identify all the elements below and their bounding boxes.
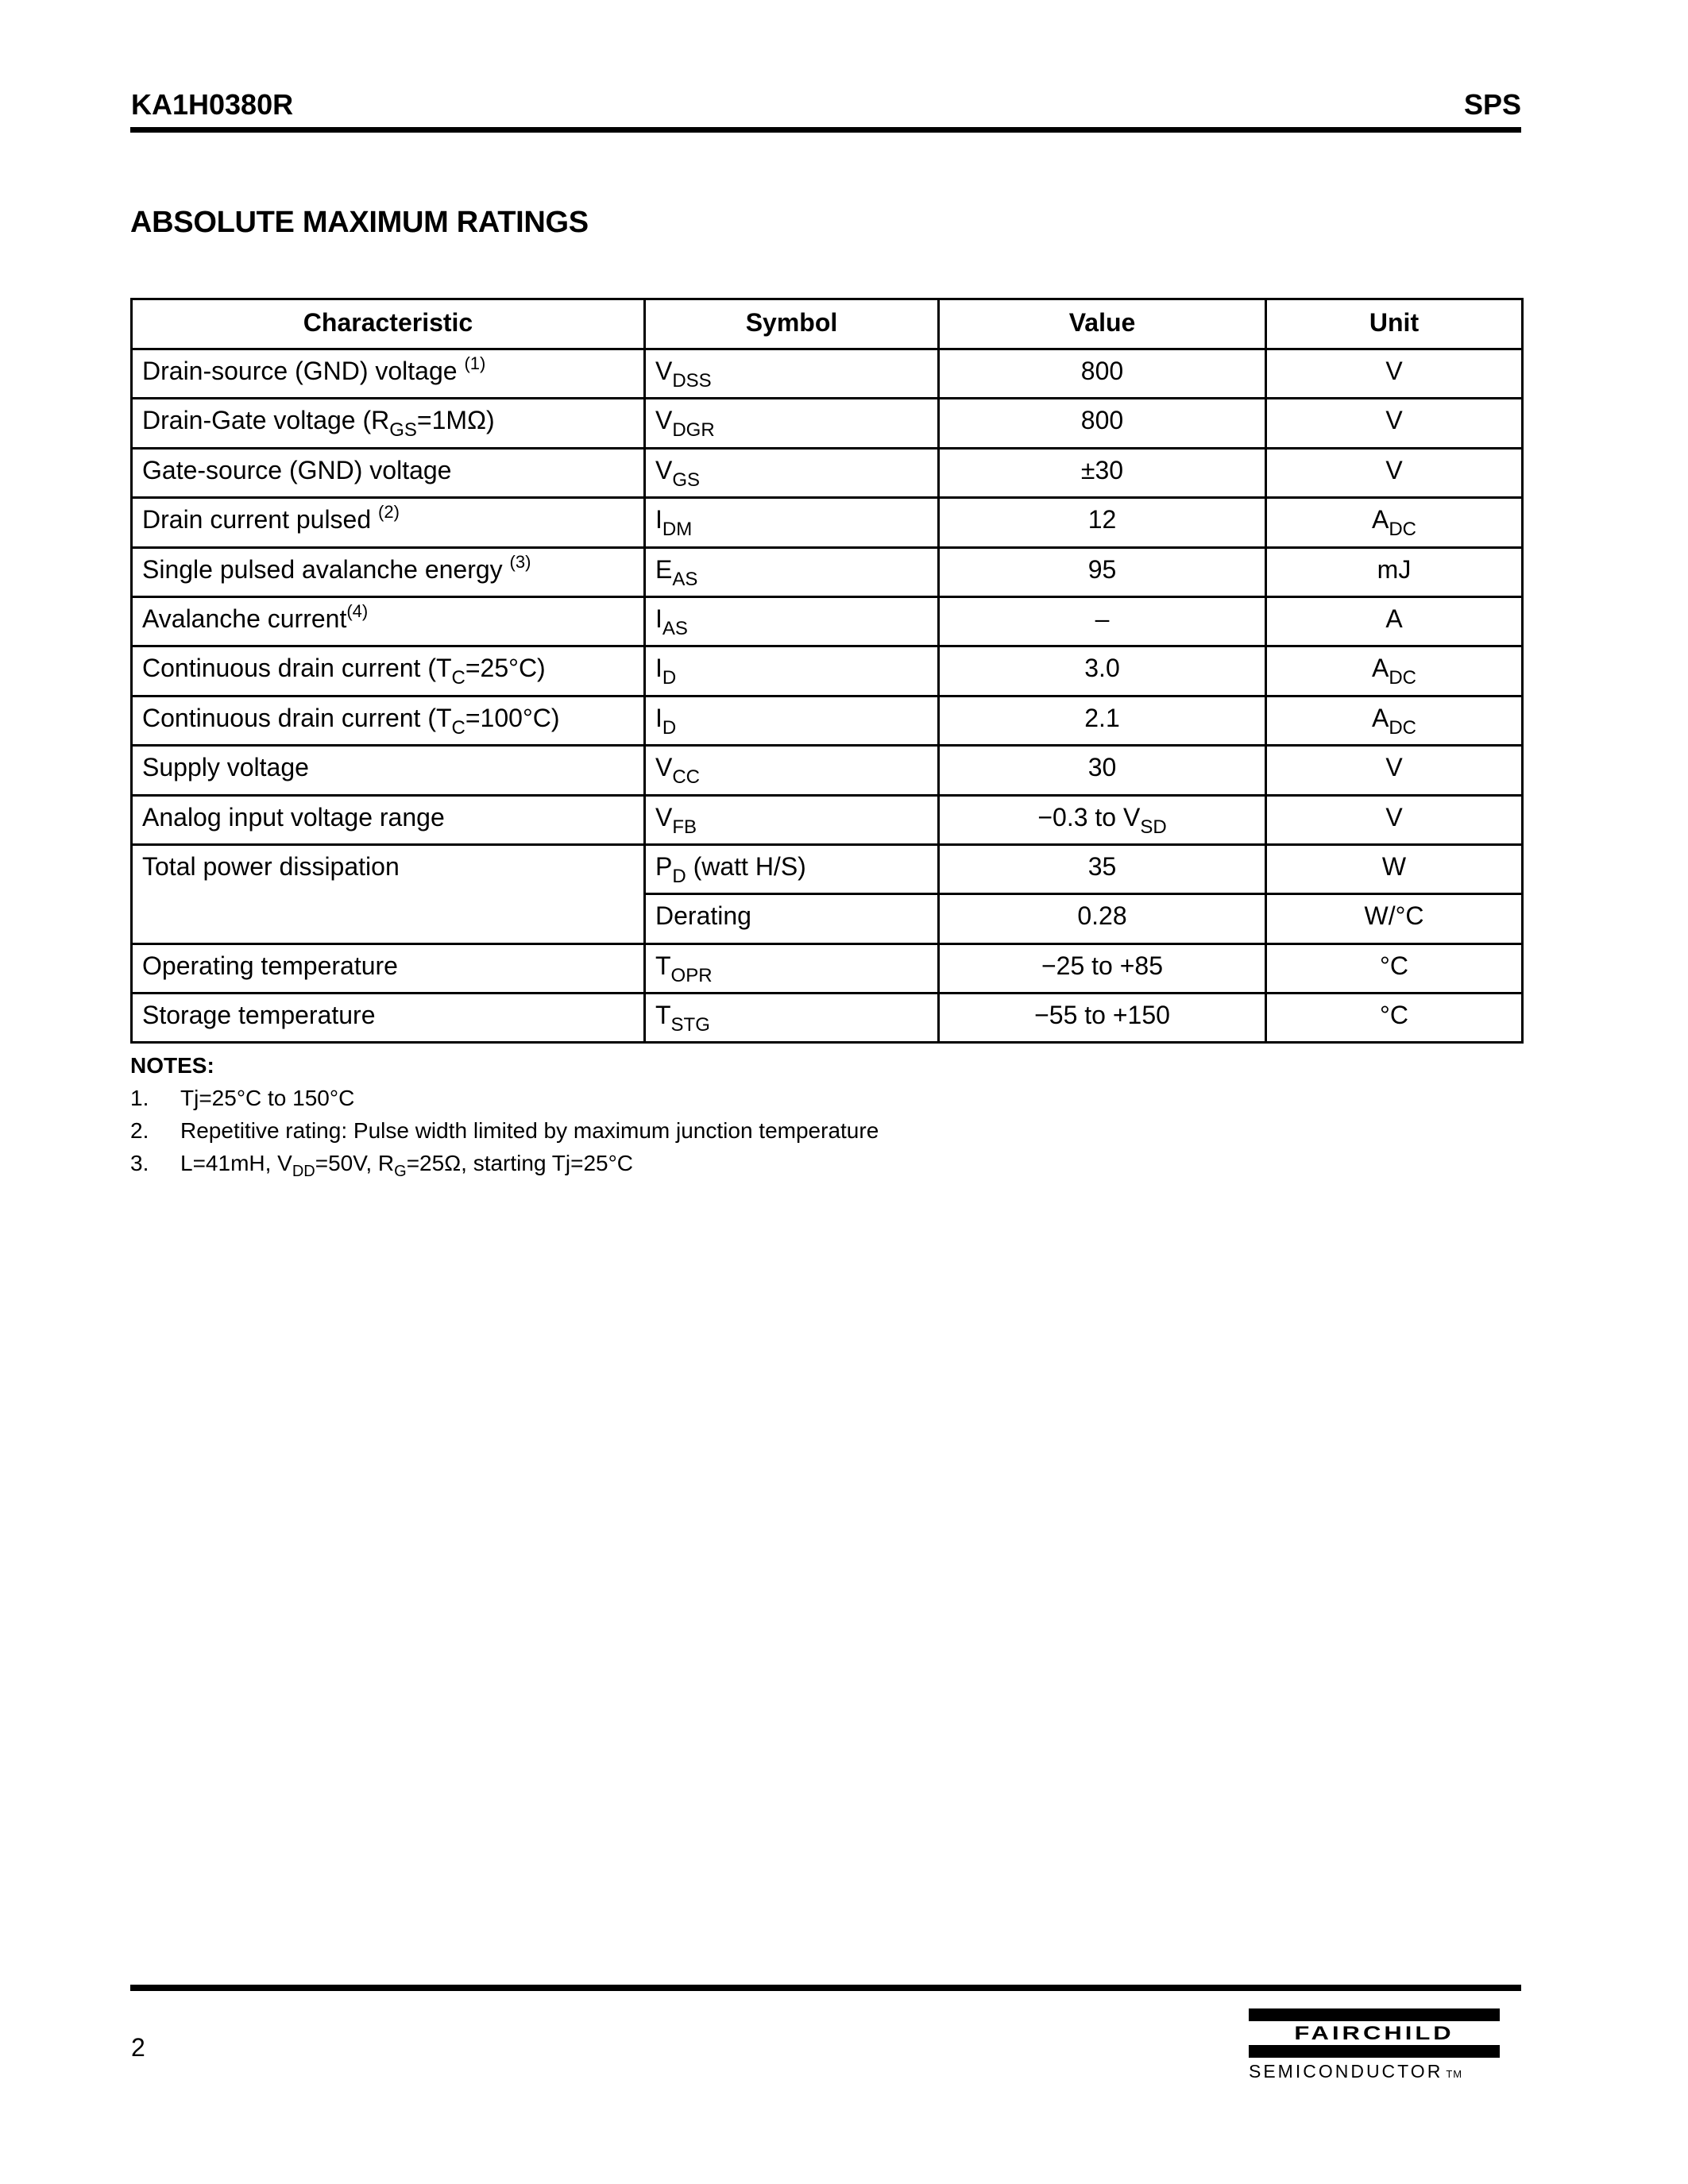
note-text: Tj=25°C to 150°C bbox=[180, 1086, 355, 1110]
unit-cell: V bbox=[1266, 349, 1523, 399]
characteristic-cell: Total power dissipation bbox=[132, 844, 645, 943]
value-cell: – bbox=[939, 596, 1266, 646]
logo-subtitle: SEMICONDUCTOR TM bbox=[1249, 2061, 1463, 2082]
note-item bbox=[130, 1114, 879, 1147]
table-row bbox=[132, 498, 1523, 547]
characteristic-cell: Supply voltage bbox=[132, 746, 645, 795]
symbol-cell: $I_D$ bbox=[645, 696, 939, 745]
value-cell: 35 bbox=[939, 844, 1266, 893]
footer-divider bbox=[130, 1985, 1521, 1991]
unit-cell: W/°C bbox=[1266, 894, 1523, 943]
fairchild-logo bbox=[1249, 2008, 1500, 2085]
unit-cell: W bbox=[1266, 844, 1523, 893]
note-number: 3. bbox=[130, 1151, 149, 1175]
note-number: 1. bbox=[130, 1086, 149, 1110]
characteristic-cell: Continuous drain current $(T_C=25^\circ C)$ bbox=[132, 646, 645, 696]
symbol-cell: $V_{GS}$ bbox=[645, 448, 939, 497]
table-row bbox=[132, 696, 1523, 745]
value-cell: 95 bbox=[939, 547, 1266, 596]
absolute-maximum-ratings-table bbox=[130, 298, 1524, 1044]
unit-cell: V bbox=[1266, 399, 1523, 448]
value-cell: −0.3 to $V_{SD}$ bbox=[939, 795, 1266, 844]
characteristic-cell: Avalanche current$^{(4)}$ bbox=[132, 596, 645, 646]
table-row bbox=[132, 746, 1523, 795]
trademark-mark: TM bbox=[1446, 2068, 1463, 2080]
symbol-cell: $I_D$ bbox=[645, 646, 939, 696]
symbol-cell: $E_{AS}$ bbox=[645, 547, 939, 596]
table-row bbox=[132, 448, 1523, 497]
table-row bbox=[132, 844, 1523, 893]
value-cell: 12 bbox=[939, 498, 1266, 547]
value-cell: 800 bbox=[939, 399, 1266, 448]
symbol-cell: $V_{DGR}$ bbox=[645, 399, 939, 448]
symbol-cell: $P_D$ (watt H/S) bbox=[645, 844, 939, 893]
symbol-cell: Derating bbox=[645, 894, 939, 943]
characteristic-cell: Drain-Gate voltage $(R_{GS}=1M\Omega)$ bbox=[132, 399, 645, 448]
unit-cell: °C bbox=[1266, 943, 1523, 993]
note-text: Repetitive rating: Pulse width limited by maximum junction temperature bbox=[180, 1118, 879, 1143]
table-row bbox=[132, 349, 1523, 399]
symbol-cell: $T_{OPR}$ bbox=[645, 943, 939, 993]
characteristic-cell: Gate-source (GND) voltage bbox=[132, 448, 645, 497]
characteristic-cell: Single pulsed avalanche energy $^{(3)}$ bbox=[132, 547, 645, 596]
unit-cell: °C bbox=[1266, 994, 1523, 1043]
note-number: 2. bbox=[130, 1118, 149, 1143]
value-cell: ±30 bbox=[939, 448, 1266, 497]
unit-cell: A bbox=[1266, 596, 1523, 646]
symbol-cell: $I_{AS}$ bbox=[645, 596, 939, 646]
unit-cell: $A_{DC}$ bbox=[1266, 498, 1523, 547]
header-part-number: KA1H0380R bbox=[131, 88, 294, 121]
page-number: 2 bbox=[131, 2033, 145, 2062]
logo-bottom-bar bbox=[1249, 2045, 1500, 2058]
table-row bbox=[132, 596, 1523, 646]
symbol-cell: $V_{CC}$ bbox=[645, 746, 939, 795]
characteristic-cell: Operating temperature bbox=[132, 943, 645, 993]
value-cell: 2.1 bbox=[939, 696, 1266, 745]
characteristic-cell: Drain-source (GND) voltage $^{(1)}$ bbox=[132, 349, 645, 399]
notes-section bbox=[130, 1050, 879, 1179]
header-divider bbox=[130, 127, 1521, 133]
value-cell: 3.0 bbox=[939, 646, 1266, 696]
value-cell: 30 bbox=[939, 746, 1266, 795]
column-header-unit: Unit bbox=[1266, 299, 1523, 349]
table-row bbox=[132, 994, 1523, 1043]
unit-cell: V bbox=[1266, 448, 1523, 497]
notes-title: NOTES: bbox=[130, 1053, 214, 1078]
characteristic-cell: Storage temperature bbox=[132, 994, 645, 1043]
symbol-cell: $V_{DSS}$ bbox=[645, 349, 939, 399]
characteristic-cell: Analog input voltage range bbox=[132, 795, 645, 844]
logo-brand-text: FAIRCHILD bbox=[1294, 2021, 1454, 2044]
table-row bbox=[132, 943, 1523, 993]
characteristic-cell: Continuous drain current $(T_C=100^\circ C)$ bbox=[132, 696, 645, 745]
note-text: L=41mH, $V_{DD}=50V$, $R_G=25\Omega$, starting Tj=25°C bbox=[180, 1151, 634, 1180]
table-row bbox=[132, 399, 1523, 448]
value-cell: 800 bbox=[939, 349, 1266, 399]
unit-cell: V bbox=[1266, 746, 1523, 795]
value-cell: −55 to +150 bbox=[939, 994, 1266, 1043]
unit-cell: $A_{DC}$ bbox=[1266, 696, 1523, 745]
symbol-cell: $T_{STG}$ bbox=[645, 994, 939, 1043]
unit-cell: V bbox=[1266, 795, 1523, 844]
unit-cell: $A_{DC}$ bbox=[1266, 646, 1523, 696]
section-title: ABSOLUTE MAXIMUM RATINGS bbox=[130, 206, 589, 239]
value-cell: −25 to +85 bbox=[939, 943, 1266, 993]
column-header-characteristic: Characteristic bbox=[132, 299, 645, 349]
value-cell: 0.28 bbox=[939, 894, 1266, 943]
table-row bbox=[132, 795, 1523, 844]
table-row bbox=[132, 547, 1523, 596]
symbol-cell: $I_{DM}$ bbox=[645, 498, 939, 547]
logo-top-bar bbox=[1249, 2008, 1500, 2021]
note-item bbox=[130, 1147, 879, 1179]
symbol-cell: $V_{FB}$ bbox=[645, 795, 939, 844]
note-item bbox=[130, 1082, 879, 1114]
table-row bbox=[132, 646, 1523, 696]
characteristic-cell: Drain current pulsed $^{(2)}$ bbox=[132, 498, 645, 547]
table-header-row bbox=[132, 299, 1523, 349]
header-category: SPS bbox=[1463, 88, 1521, 121]
unit-cell: mJ bbox=[1266, 547, 1523, 596]
column-header-symbol: Symbol bbox=[645, 299, 939, 349]
column-header-value: Value bbox=[939, 299, 1266, 349]
